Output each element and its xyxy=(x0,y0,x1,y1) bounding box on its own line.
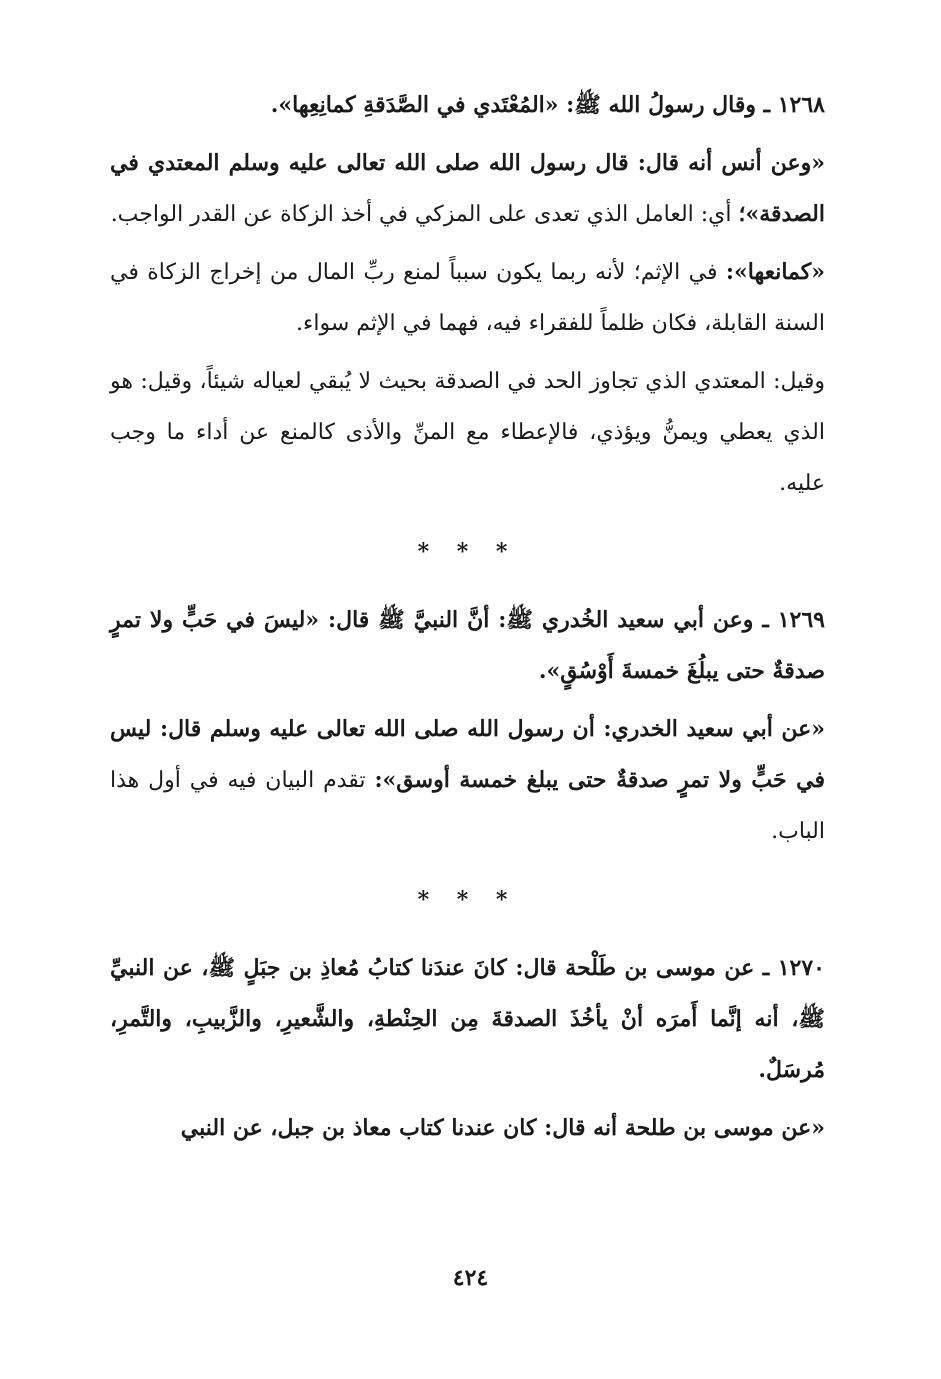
commentary-paragraph xyxy=(110,138,825,240)
section-separator: * * * xyxy=(417,887,518,913)
commentary-text: في الإثم؛ لأنه ربما يكون سبباً لمنع ربِّ المال من إخراج الزكاة في السنة القابلة، فكان ظلماً للفقراء فيه، فهما في الإثم سواء. xyxy=(110,260,825,336)
page-body xyxy=(110,80,825,1154)
commentary-text: وقيل: المعتدي الذي تجاوز الحد في الصدقة بحيث لا يُبقي لعياله شيئاً، وقيل: هو الذي يعطي ويمنُّ ويؤذي، فالإعطاء مع المنِّ والأذى كالمنع عن أداء ما وجب عليه. xyxy=(110,369,825,496)
commentary-paragraph xyxy=(110,356,825,509)
section-separator: * * * xyxy=(417,539,518,565)
commentary-paragraph xyxy=(110,704,825,857)
commentary-lead: «كمانعها»: xyxy=(725,259,825,285)
commentary-paragraph xyxy=(110,1103,825,1154)
commentary-text: تقدم البيان فيه في أول هذا الباب. xyxy=(110,768,825,844)
commentary-text: أي: العامل الذي تعدى على المزكي في أخذ الزكاة عن القدر الواجب. xyxy=(110,202,739,227)
hadith-1270: ١٢٧٠ ـ عن موسى بن طَلْحة قال: كانَ عندَنا كتابُ مُعاذِ بن جبَلٍ ﷺ، عن النبيِّ ﷺ، أنه إنَّما أَمرَه أنْ يأخُذَ الصدقةَ مِن الحِنْطةِ، والشَّعيرِ، والزَّبيبِ، والتَّمرِ، مُرسَلٌ. xyxy=(110,955,825,1083)
hadith-1268: ١٢٦٨ ـ وقال رسولُ الله ﷺ: «المُعْتَدي في الصَّدَقةِ كمانِعِها». xyxy=(270,92,825,118)
hadith-1269: ١٢٦٩ ـ وعن أبي سعيد الخُدري ﷺ: أنَّ النبيَّ ﷺ قال: «ليسَ في حَبٍّ ولا تمرٍ صدقةٌ حتى يبلُغَ خمسةَ أَوْسُقٍ». xyxy=(110,607,825,684)
commentary-paragraph xyxy=(110,247,825,349)
page-number: ٤٢٤ xyxy=(452,1265,489,1291)
commentary-lead: «وعن أنس أنه قال: قال رسول الله صلى الله تعالى عليه وسلم المعتدي في الصدقة»؛ xyxy=(110,150,825,227)
commentary-lead: «عن أبي سعيد الخدري: أن رسول الله صلى الله تعالى عليه وسلم قال: ليس في حَبٍّ ولا تمرٍ صدقةٌ حتى يبلغ خمسة أوسق»: xyxy=(110,716,826,793)
commentary-lead: «عن موسى بن طلحة أنه قال: كان عندنا كتاب معاذ بن جبل، عن النبي xyxy=(180,1115,825,1141)
